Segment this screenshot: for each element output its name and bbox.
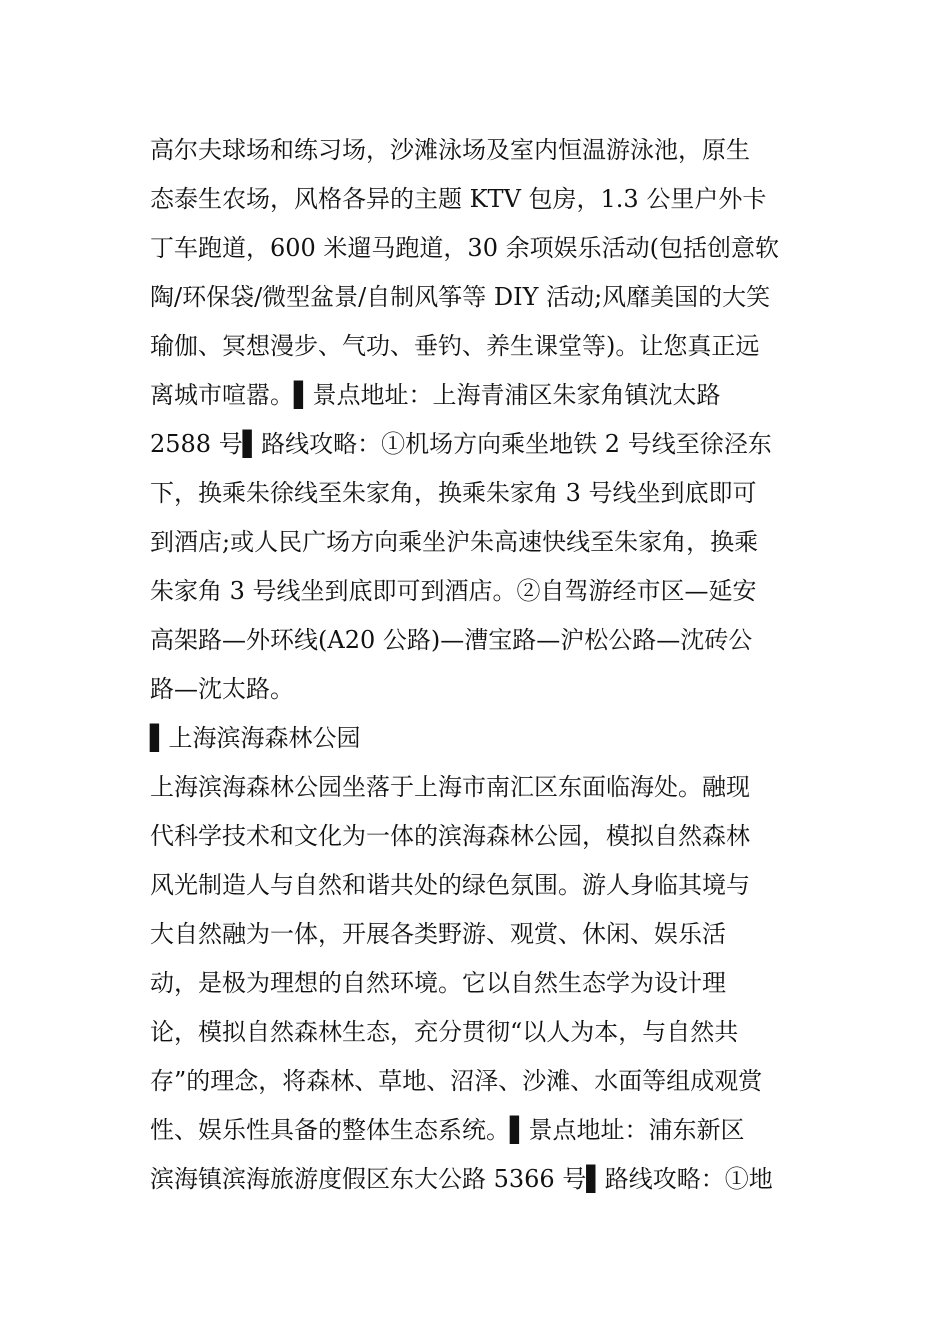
text-line: 陶/环保袋/微型盆景/自制风筝等 DIY 活动;风靡美国的大笑 bbox=[150, 283, 771, 311]
text-line: 上海滨海森林公园坐落于上海市南汇区东面临海处。融现 bbox=[150, 773, 750, 801]
text-line: 高尔夫球场和练习场，沙滩泳场及室内恒温游泳池，原生 bbox=[150, 136, 750, 164]
text-line: 下，换乘朱徐线至朱家角，换乘朱家角 3 号线坐到底即可 bbox=[150, 479, 757, 507]
text-line: 2588 号▌路线攻略：①机场方向乘坐地铁 2 号线至徐泾东 bbox=[150, 430, 772, 458]
text-line: 代科学技术和文化为一体的滨海森林公园，模拟自然森林 bbox=[150, 822, 750, 850]
text-line: 瑜伽、冥想漫步、气功、垂钓、养生课堂等)。让您真正远 bbox=[150, 332, 760, 360]
text-line: 滨海镇滨海旅游度假区东大公路 5366 号▌路线攻略：①地 bbox=[150, 1165, 773, 1193]
text-line: 动，是极为理想的自然环境。它以自然生态学为设计理 bbox=[150, 969, 726, 997]
section-heading-binhai-forest-park bbox=[150, 714, 800, 763]
paragraph-binhai-forest-park bbox=[150, 763, 800, 1204]
text-line: 丁车跑道，600 米遛马跑道，30 余项娱乐活动(包括创意软 bbox=[150, 234, 779, 262]
text-line: 态泰生农场，风格各异的主题 KTV 包房，1.3 公里户外卡 bbox=[150, 185, 767, 213]
text-line: 路—沈太路。 bbox=[150, 675, 294, 703]
text-line: 到酒店;或人民广场方向乘坐沪朱高速快线至朱家角，换乘 bbox=[150, 528, 759, 556]
text-line: 风光制造人与自然和谐共处的绿色氛围。游人身临其境与 bbox=[150, 871, 750, 899]
document-page bbox=[150, 126, 800, 1204]
text-line: 论，模拟自然森林生态，充分贯彻“以人为本，与自然共 bbox=[150, 1018, 739, 1046]
text-line: 大自然融为一体，开展各类野游、观赏、休闲、娱乐活 bbox=[150, 920, 726, 948]
heading-line: ▌上海滨海森林公园 bbox=[150, 724, 361, 752]
text-line: 存”的理念，将森林、草地、沼泽、沙滩、水面等组成观赏 bbox=[150, 1067, 763, 1095]
text-line: 高架路—外环线(A20 公路)—漕宝路—沪松公路—沈砖公 bbox=[150, 626, 753, 654]
text-line: 性、娱乐性具备的整体生态系统。▌景点地址：浦东新区 bbox=[150, 1116, 745, 1144]
text-line: 离城市喧嚣。▌景点地址：上海青浦区朱家角镇沈太路 bbox=[150, 381, 721, 409]
text-line: 朱家角 3 号线坐到底即可到酒店。②自驾游经市区—延安 bbox=[150, 577, 757, 605]
paragraph-resort-details bbox=[150, 126, 800, 714]
